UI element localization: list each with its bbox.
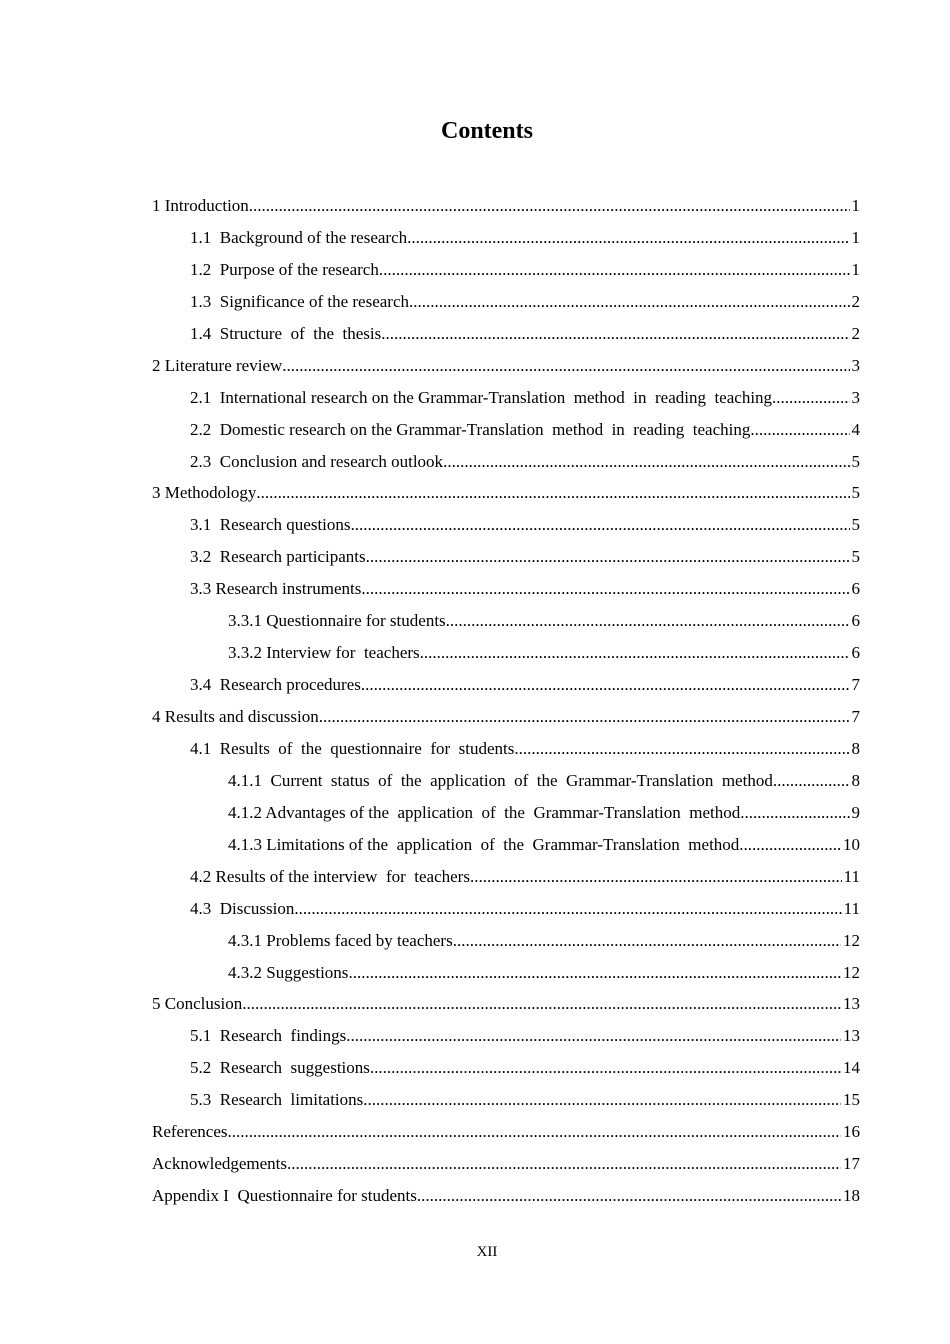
toc-dot-leader [228,1118,841,1146]
toc-entry-label: 2.3 Conclusion and research outlook [190,451,444,471]
toc-entry-label: 2.2 Domestic research on the Grammar-Translation method in reading teaching. [190,419,755,439]
toc-entry-page: 11 [843,866,860,886]
toc-entry[interactable] [152,671,860,703]
toc-entry-label: 5.2 Research suggestions [190,1058,370,1078]
toc-entry-label: 4.1.1 Current status of the application of the Grammar-Translation method [228,770,773,790]
toc-entry[interactable] [152,256,860,288]
toc-dot-leader [348,959,841,987]
toc-entry[interactable] [152,990,860,1022]
toc-entry-label: 5.3 Research limitations [190,1090,364,1110]
toc-entry-page: 8 [851,770,860,790]
toc-entry[interactable] [152,863,860,895]
toc-dot-leader [361,671,850,699]
toc-entry[interactable] [152,448,860,480]
toc-entry-page: 1 [851,259,860,279]
toc-entry-page: 13 [843,1026,860,1046]
toc-entry-label: 2.1 International research on the Grammar-Translation method in reading teaching [190,387,773,407]
toc-entry[interactable] [152,895,860,927]
toc-dot-leader [287,1150,841,1178]
toc-entry-label: 1.4 Structure of the thesis [190,323,382,343]
toc-entry-label: 4.1.2 Advantages of the application of the Grammar-Translation method [228,802,741,822]
toc-entry-page: 8 [851,738,860,758]
toc-dot-leader [740,799,849,827]
toc-entry-page: 5 [851,515,860,535]
toc-entry[interactable] [152,192,860,224]
toc-entry[interactable] [152,224,860,256]
toc-dot-leader [282,352,849,380]
toc-entry-page: 6 [851,611,860,631]
toc-dot-leader [319,703,850,731]
toc-entry-page: 3 [851,387,860,407]
toc-entry[interactable] [152,607,860,639]
toc-dot-leader [446,607,850,635]
toc-dot-leader [294,895,841,923]
toc-dot-leader [443,448,849,476]
toc-entry[interactable] [152,703,860,735]
toc-entry[interactable] [152,384,860,416]
toc-entry-label: 2 Literature review [152,355,283,375]
toc-entry-page: 4 [851,419,860,439]
toc-entry[interactable] [152,416,860,448]
toc-entry-page: 9 [851,802,860,822]
toc-entry-page: 6 [851,643,860,663]
toc-dot-leader [256,479,849,507]
toc-dot-leader [470,863,842,891]
toc-dot-leader [755,416,850,444]
toc-entry-label: Appendix I Questionnaire for students [152,1186,417,1206]
toc-entry-page: 1 [851,227,860,247]
toc-entry[interactable] [152,735,860,767]
toc-dot-leader [379,256,850,284]
toc-entry-label: Acknowledgements [152,1154,288,1174]
toc-entry-page: 3 [851,355,860,375]
toc-entry-label: References [152,1122,228,1142]
toc-entry[interactable] [152,1182,860,1214]
toc-entry-page: 11 [843,898,860,918]
toc-entry-page: 6 [851,579,860,599]
toc-dot-leader [420,639,850,667]
toc-entry[interactable] [152,959,860,991]
toc-entry-page: 18 [843,1186,860,1206]
toc-entry-label: 3 Methodology [152,483,257,503]
toc-entry-label: 3.2 Research participants [190,547,366,567]
toc-entry[interactable] [152,799,860,831]
toc-entry[interactable] [152,1054,860,1086]
toc-entry-page: 7 [851,707,860,726]
toc-dot-leader [409,288,849,316]
toc-entry-page: 14 [843,1058,860,1078]
toc-entry-page: 15 [843,1090,860,1110]
toc-entry-label: 5.1 Research findings [190,1026,347,1046]
toc-entry-label: 4.3 Discussion [190,898,295,918]
toc-entry-page: 13 [843,994,860,1014]
toc-entry-label: 3.1 Research questions [190,515,351,535]
toc-entry[interactable] [152,1118,860,1150]
toc-entry[interactable] [152,639,860,671]
toc-entry-label: 4 Results and discussion [152,707,319,726]
toc-entry[interactable] [152,320,860,352]
toc-dot-leader [407,224,849,252]
toc-entry-page: 5 [851,483,860,503]
toc-entry-page: 5 [851,451,860,471]
toc-entry-label: 3.4 Research procedures [190,675,361,695]
toc-entry-page: 16 [843,1122,860,1142]
toc-entry-page: 2 [851,291,860,311]
toc-entry[interactable] [152,575,860,607]
toc-entry-page: 12 [843,930,860,950]
toc-entry-label: 4.3.1 Problems faced by teachers [228,930,453,950]
toc-dot-leader [381,320,849,348]
toc-dot-leader [514,735,849,763]
table-of-contents [152,192,860,1214]
toc-entry[interactable] [152,288,860,320]
toc-dot-leader [773,767,850,795]
toc-entry[interactable] [152,352,860,384]
toc-dot-leader [346,1022,841,1050]
toc-entry[interactable] [152,927,860,959]
toc-entry[interactable] [152,831,860,863]
toc-entry[interactable] [152,479,860,511]
toc-entry-label: 1.1 Background of the research [190,227,408,247]
toc-entry-page: 17 [843,1154,860,1174]
toc-entry-label: 4.1 Results of the questionnaire for students [190,738,515,758]
toc-dot-leader [772,384,849,412]
toc-dot-leader [249,192,850,220]
toc-entry-page: 10 [843,834,860,854]
toc-dot-leader [361,575,849,603]
toc-dot-leader [453,927,841,955]
page-title: Contents [440,118,533,144]
toc-entry-label: 3.3.2 Interview for teachers [228,643,420,663]
toc-entry[interactable] [152,1086,860,1118]
toc-dot-leader [366,543,850,571]
toc-entry[interactable] [152,511,860,543]
toc-entry-page: 7 [851,675,860,695]
toc-entry-page: 2 [851,323,860,343]
toc-entry-label: 4.2 Results of the interview for teachers [190,866,470,886]
toc-dot-leader [370,1054,841,1082]
toc-entry-label: 1 Introduction [152,196,249,215]
toc-dot-leader [417,1182,841,1210]
toc-entry-page: 1 [851,196,860,215]
toc-entry-label: 3.3 Research instruments [190,579,362,599]
toc-entry-label: 4.1.3 Limitations of the application of the Grammar-Translation method [228,834,740,854]
toc-dot-leader [739,831,841,859]
toc-entry-page: 12 [843,962,860,982]
toc-dot-leader [363,1086,841,1114]
toc-dot-leader [242,990,841,1018]
toc-entry-label: 4.3.2 Suggestions [228,962,349,982]
toc-entry[interactable] [152,1150,860,1182]
toc-entry-label: 1.2 Purpose of the research [190,259,379,279]
toc-entry-label: 5 Conclusion [152,994,243,1014]
toc-entry[interactable] [152,543,860,575]
toc-dot-leader [351,511,850,539]
toc-entry-page: 5 [851,547,860,567]
page-number: XII [476,1244,498,1260]
toc-entry-label: 1.3 Significance of the research [190,291,410,311]
toc-entry[interactable] [152,767,860,799]
toc-entry-label: 3.3.1 Questionnaire for students [228,611,446,631]
toc-entry[interactable] [152,1022,860,1054]
